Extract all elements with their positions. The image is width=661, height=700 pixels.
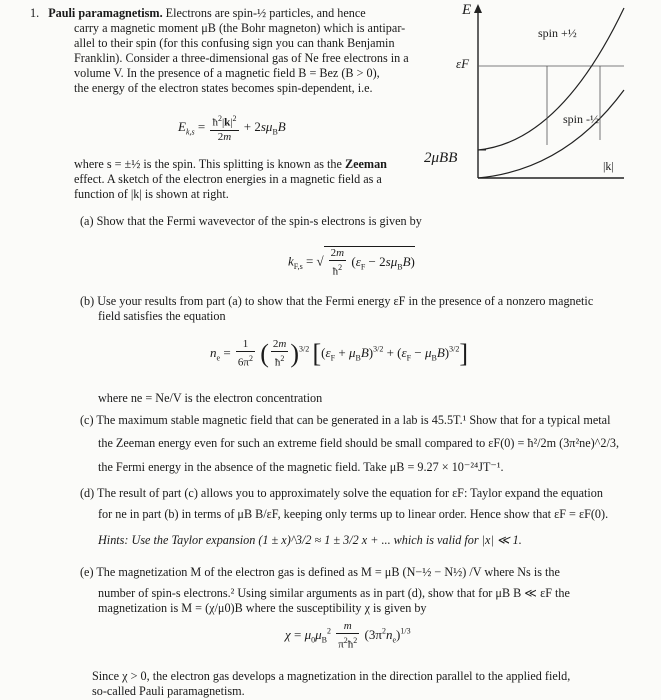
part-c-line-3: the Fermi energy in the absence of the magnetic field. Take μB = 9.27 × 10⁻²⁴JT⁻¹. [98,460,504,474]
sketch-gap-label: 2μBB [424,150,458,166]
part-d-line-2: for ne in part (b) in terms of μB B/εF, keeping only terms up to linear order. Hence show that εF = εF(0). [98,507,609,521]
intro-line-0: Electrons are spin-½ particles, and hence [165,6,366,20]
sketch-y-label: E [462,2,472,18]
zeeman-term: Zeeman [344,157,387,171]
part-e-final-1: Since χ > 0, the electron gas develops a magnetization in the direction parallel to the applied field, [92,669,571,683]
y-axis-arrow [474,4,482,13]
after-eq-line-0: where s = ±½ is the spin. This splitting is known as the Zeeman [74,157,387,171]
after-eq-line-2: function of |k| is shown at right. [74,187,229,201]
part-e-equation: $\chi = \mu_0\mu_B^2$ $\frac{m}{\pi^2ħ^2}$ $(3\pi^2n_e)^{1/3}$ [285,620,411,651]
part-b-note: where ne = Ne/V is the electron concentration [98,391,323,405]
intro-line-1: carry a magnetic moment μB (the Bohr magneton) which is antipar- [74,21,406,35]
part-c-line-2: the Zeeman energy even for such an extreme field should be small compared to εF(0) = ħ²/2m (3π²ne)^2/3, [98,436,619,450]
sketch-upper-label: spin +½ [538,26,577,40]
part-b-text-1: (b) Use your results from part (a) to show that the Fermi energy εF in the presence of a nonzero magnetic [80,294,594,308]
part-e-line-1: (e) The magnetization M of the electron gas is defined as M = μB (N−½ − N½) /V where Ns is the [80,565,560,579]
part-a-equation: $k_{F,s}$ = √ $\frac{2m}{ħ^2}$ $(\varepsilon_F - 2s\mu_BB)$ [288,247,415,278]
sketch-lower-label: spin -½ [563,112,599,126]
part-b-text-2: field satisfies the equation [98,309,226,323]
part-a-text: (a) Show that the Fermi wavevector of the spin-s electrons is given by [80,214,422,228]
part-c-line-1: (c) The maximum stable magnetic field that can be generated in a lab is 45.5T.¹ Show that for a typical metal [80,413,611,427]
part-e-final-2: so-called Pauli paramagnetism. [92,684,245,698]
problem-title: Pauli paramagnetism. [48,6,163,20]
energy-equation: $E_{k,s}$ = $\frac{ħ^2|k|^2}{2m}$ + $2s\mu_BB$ [178,114,286,143]
intro-line-4: volume V. In the presence of a magnetic field B = Bez (B > 0), [74,66,380,80]
part-d-line-1: (d) The result of part (c) allows you to approximately solve the equation for εF: Taylor expand the equation [80,486,603,500]
part-d-line-3: Hints: Use the Taylor expansion (1 ± x)^3/2 ≈ 1 ± 3/2 x + ... which is valid for |x| ≪ 1. [98,533,522,547]
intro-line-5: the energy of the electron states becomes spin-dependent, i.e. [74,81,373,95]
problem-number: 1. [30,6,40,20]
after-eq-line-1: effect. A sketch of the electron energies in a magnetic field as a [74,172,382,186]
sketch-fermi-label: εF [456,56,470,71]
part-e-line-3: magnetization is M = (χ/μ0)B where the susceptibility χ is given by [98,601,427,615]
part-e-line-2: number of spin-s electrons.² Using similar arguments as in part (d), show that for μB B ≪ εF the [98,586,570,600]
intro-line-3: Franklin). Consider a three-dimensional gas of Ne free electrons in a [74,51,409,65]
part-b-equation: $n_e$ = $\frac{1}{6\pi^2}$ ( $\frac{2m}{ħ^2}$ )$^{3/2}$ $[(\varepsilon_F + \mu_BB)^{3/2} + (\varepsilon_F - \mu_BB)^{3/2}]$ [210,338,469,369]
intro-line-2: allel to their spin (for this confusing sign you can thank Benjamin [74,36,395,50]
sketch-x-label: |k| [603,159,614,173]
